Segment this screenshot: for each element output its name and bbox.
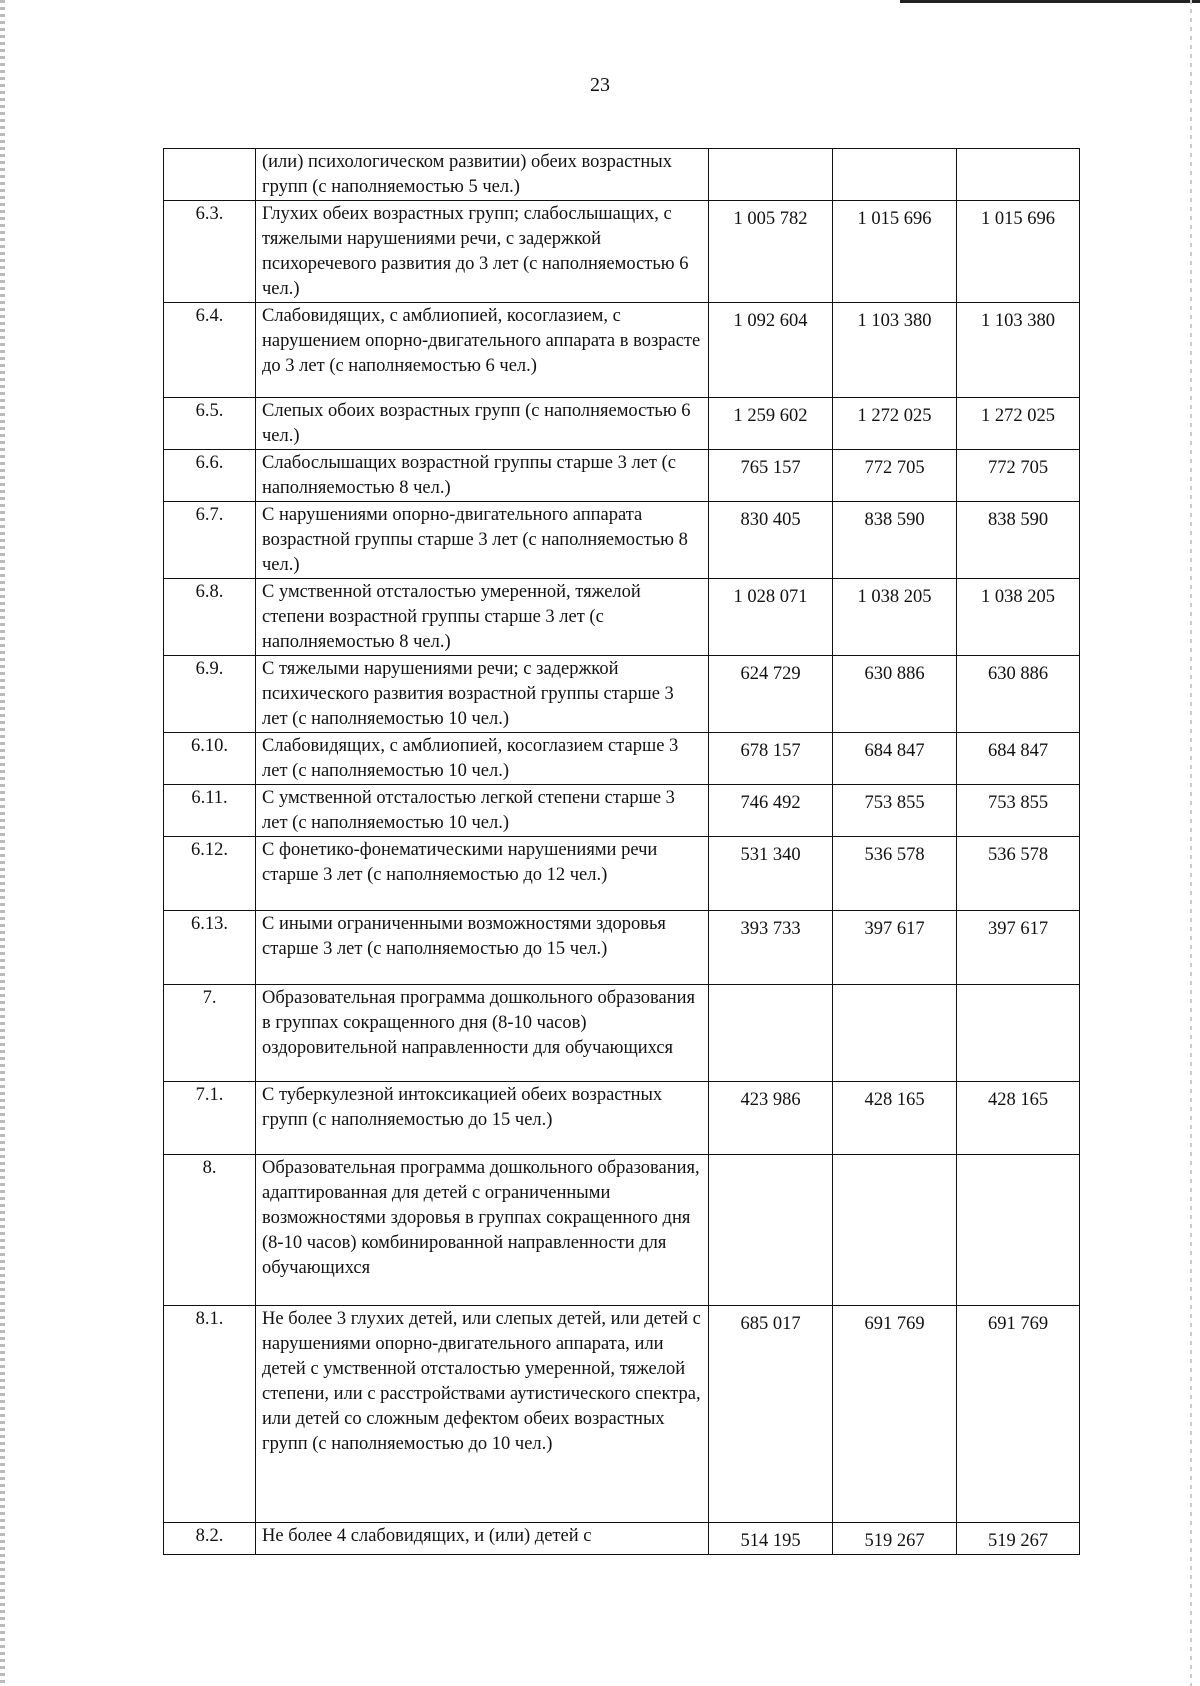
table-row xyxy=(164,450,1080,502)
row-value-2-cell: 519 267 xyxy=(833,1523,957,1555)
row-number-cell: 7.1. xyxy=(164,1082,256,1155)
row-value-3-cell: 519 267 xyxy=(957,1523,1080,1555)
row-description-cell: Глухих обеих возрастных групп; слабослышащих, с тяжелыми нарушениями речи, с задержкой психоречевого развития до 3 лет (с наполняемостью 6 чел.) xyxy=(256,201,709,303)
row-value-1-cell xyxy=(709,985,833,1082)
row-number-cell: 6.10. xyxy=(164,733,256,785)
row-value-1-cell: 830 405 xyxy=(709,502,833,579)
row-description-cell: С умственной отсталостью легкой степени старше 3 лет (с наполняемостью 10 чел.) xyxy=(256,785,709,837)
row-value-3-cell: 691 769 xyxy=(957,1306,1080,1523)
row-value-2-cell: 684 847 xyxy=(833,733,957,785)
table-row xyxy=(164,911,1080,985)
row-value-1-cell xyxy=(709,1155,833,1306)
row-value-3-cell xyxy=(957,149,1080,201)
table-row xyxy=(164,785,1080,837)
row-description-cell: С туберкулезной интоксикацией обеих возрастных групп (с наполняемостью до 15 чел.) xyxy=(256,1082,709,1155)
row-value-2-cell xyxy=(833,1155,957,1306)
row-number-cell: 6.4. xyxy=(164,303,256,398)
row-value-1-cell: 746 492 xyxy=(709,785,833,837)
row-value-2-cell: 1 015 696 xyxy=(833,201,957,303)
scan-edge-right xyxy=(1190,0,1192,1686)
table-row xyxy=(164,1082,1080,1155)
table-row xyxy=(164,1155,1080,1306)
row-value-2-cell: 772 705 xyxy=(833,450,957,502)
row-value-2-cell xyxy=(833,149,957,201)
row-value-2-cell: 691 769 xyxy=(833,1306,957,1523)
row-value-3-cell: 1 272 025 xyxy=(957,398,1080,450)
row-value-1-cell: 685 017 xyxy=(709,1306,833,1523)
table-row xyxy=(164,656,1080,733)
row-number-cell: 6.7. xyxy=(164,502,256,579)
row-value-3-cell: 1 038 205 xyxy=(957,579,1080,656)
row-value-2-cell: 536 578 xyxy=(833,837,957,911)
row-description-cell: Слепых обоих возрастных групп (с наполняемостью 6 чел.) xyxy=(256,398,709,450)
row-value-2-cell: 838 590 xyxy=(833,502,957,579)
row-number-cell: 6.13. xyxy=(164,911,256,985)
table-row xyxy=(164,733,1080,785)
row-value-3-cell: 1 103 380 xyxy=(957,303,1080,398)
table-row xyxy=(164,985,1080,1082)
row-value-2-cell: 428 165 xyxy=(833,1082,957,1155)
row-value-1-cell: 765 157 xyxy=(709,450,833,502)
row-value-1-cell: 678 157 xyxy=(709,733,833,785)
row-description-cell: Образовательная программа дошкольного образования, адаптированная для детей с ограниченными возможностями здоровья в группах сокращенного дня (8-10 часов) комбинированной направленности для обучающихся xyxy=(256,1155,709,1306)
row-description-cell: Образовательная программа дошкольного образования в группах сокращенного дня (8-10 часов) оздоровительной направленности для обучающихся xyxy=(256,985,709,1082)
scan-edge-left xyxy=(0,0,5,1686)
row-description-cell: Не более 4 слабовидящих, и (или) детей с xyxy=(256,1523,709,1555)
row-value-3-cell: 397 617 xyxy=(957,911,1080,985)
row-value-1-cell: 624 729 xyxy=(709,656,833,733)
table-body xyxy=(164,149,1080,1555)
row-number-cell: 6.9. xyxy=(164,656,256,733)
row-description-cell: С нарушениями опорно-двигательного аппарата возрастной группы старше 3 лет (с наполняемостью 8 чел.) xyxy=(256,502,709,579)
row-value-3-cell xyxy=(957,1155,1080,1306)
row-value-2-cell: 753 855 xyxy=(833,785,957,837)
row-number-cell: 8.2. xyxy=(164,1523,256,1555)
row-description-cell: С умственной отсталостью умеренной, тяжелой степени возрастной группы старше 3 лет (с наполняемостью 8 чел.) xyxy=(256,579,709,656)
row-number-cell: 6.11. xyxy=(164,785,256,837)
row-value-1-cell: 1 005 782 xyxy=(709,201,833,303)
row-value-3-cell: 630 886 xyxy=(957,656,1080,733)
row-value-3-cell: 428 165 xyxy=(957,1082,1080,1155)
row-description-cell: Слабовидящих, с амблиопией, косоглазием старше 3 лет (с наполняемостью 10 чел.) xyxy=(256,733,709,785)
row-value-2-cell: 1 272 025 xyxy=(833,398,957,450)
row-value-3-cell: 536 578 xyxy=(957,837,1080,911)
row-description-cell: Слабовидящих, с амблиопией, косоглазием, с нарушением опорно-двигательного аппарата в возрасте до 3 лет (с наполняемостью 6 чел.) xyxy=(256,303,709,398)
row-description-cell: С иными ограниченными возможностями здоровья старше 3 лет (с наполняемостью до 15 чел.) xyxy=(256,911,709,985)
row-value-1-cell xyxy=(709,149,833,201)
row-value-3-cell: 684 847 xyxy=(957,733,1080,785)
row-value-1-cell: 1 028 071 xyxy=(709,579,833,656)
table-row xyxy=(164,837,1080,911)
row-value-3-cell: 838 590 xyxy=(957,502,1080,579)
row-value-3-cell xyxy=(957,985,1080,1082)
row-value-2-cell: 630 886 xyxy=(833,656,957,733)
page-number: 23 xyxy=(590,74,610,96)
row-value-2-cell: 1 103 380 xyxy=(833,303,957,398)
row-value-1-cell: 514 195 xyxy=(709,1523,833,1555)
table-row xyxy=(164,201,1080,303)
row-value-1-cell: 393 733 xyxy=(709,911,833,985)
row-value-2-cell xyxy=(833,985,957,1082)
table-row xyxy=(164,149,1080,201)
row-number-cell: 8. xyxy=(164,1155,256,1306)
row-number-cell: 6.3. xyxy=(164,201,256,303)
row-value-3-cell: 753 855 xyxy=(957,785,1080,837)
table-row xyxy=(164,303,1080,398)
tariff-table xyxy=(163,148,1080,1555)
row-number-cell xyxy=(164,149,256,201)
row-number-cell: 7. xyxy=(164,985,256,1082)
row-number-cell: 6.6. xyxy=(164,450,256,502)
row-value-1-cell: 531 340 xyxy=(709,837,833,911)
row-description-cell: Не более 3 глухих детей, или слепых детей, или детей с нарушениями опорно-двигательного аппарата, или детей с умственной отсталостью умеренной, тяжелой степени, или с расстройствами аутистического спектра, или детей со сложным дефектом обеих возрастных групп (с наполняемостью до 10 чел.) xyxy=(256,1306,709,1523)
row-value-1-cell: 1 092 604 xyxy=(709,303,833,398)
row-description-cell: Слабослышащих возрастной группы старше 3 лет (с наполняемостью 8 чел.) xyxy=(256,450,709,502)
row-number-cell: 6.5. xyxy=(164,398,256,450)
row-description-cell: С тяжелыми нарушениями речи; с задержкой психического развития возрастной группы старше 3 лет (с наполняемостью 10 чел.) xyxy=(256,656,709,733)
row-value-3-cell: 772 705 xyxy=(957,450,1080,502)
table-row xyxy=(164,579,1080,656)
row-number-cell: 6.12. xyxy=(164,837,256,911)
table-row xyxy=(164,1523,1080,1555)
row-value-1-cell: 423 986 xyxy=(709,1082,833,1155)
row-value-2-cell: 397 617 xyxy=(833,911,957,985)
row-value-1-cell: 1 259 602 xyxy=(709,398,833,450)
row-number-cell: 8.1. xyxy=(164,1306,256,1523)
row-number-cell: 6.8. xyxy=(164,579,256,656)
row-description-cell: (или) психологическом развитии) обеих возрастных групп (с наполняемостью 5 чел.) xyxy=(256,149,709,201)
scan-edge-top xyxy=(900,0,1200,3)
row-description-cell: С фонетико-фонематическими нарушениями речи старше 3 лет (с наполняемостью до 12 чел.) xyxy=(256,837,709,911)
table-row xyxy=(164,502,1080,579)
table-row xyxy=(164,398,1080,450)
table-row xyxy=(164,1306,1080,1523)
row-value-3-cell: 1 015 696 xyxy=(957,201,1080,303)
row-value-2-cell: 1 038 205 xyxy=(833,579,957,656)
